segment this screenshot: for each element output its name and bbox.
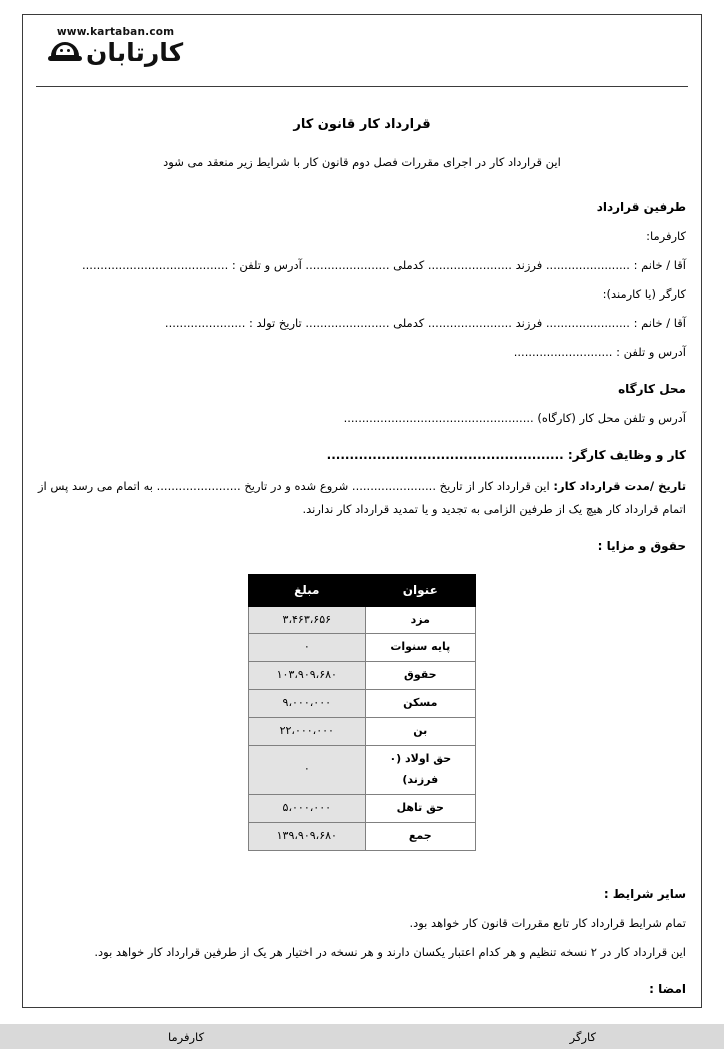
signature-row bbox=[38, 1027, 686, 1049]
row-label: مزد bbox=[365, 606, 475, 634]
employee-fields: آقا / خانم : ....................... فرزند ....................... کدملی ....................... تاریخ تولد : ...................... bbox=[164, 315, 686, 330]
brand-lockup bbox=[48, 39, 183, 65]
salary-table bbox=[248, 574, 476, 851]
duration-label: تاریخ /مدت قرارداد کار: bbox=[553, 478, 687, 493]
row-value: ۰ bbox=[249, 634, 366, 662]
brand-url: www.kartaban.com bbox=[56, 26, 175, 38]
other-terms-line-1: تمام شرایط قرارداد کار تابع مقررات قانون کار خواهد بود. bbox=[409, 916, 686, 931]
table-row bbox=[249, 606, 476, 634]
document-body bbox=[36, 87, 688, 1049]
row-value: ۰ bbox=[249, 746, 366, 795]
employee-label: کارگر (یا کارمند): bbox=[602, 287, 686, 302]
duties-label: کار و وظایف کارگر: bbox=[567, 448, 686, 463]
table-row bbox=[249, 662, 476, 690]
employee-address-field: آدرس و تلفن : ........................... bbox=[513, 344, 686, 359]
section-other-terms-heading: سایر شرایط : bbox=[603, 886, 686, 901]
signature-employer-label: کارفرما bbox=[168, 1029, 205, 1044]
row-value: ۳،۴۶۳،۶۵۶ bbox=[249, 606, 366, 634]
document-content bbox=[36, 24, 688, 1049]
row-value: ۵،۰۰۰،۰۰۰ bbox=[249, 794, 366, 822]
table-header-row bbox=[249, 574, 476, 606]
section-salary-heading: حقوق و مزایا : bbox=[597, 538, 686, 553]
row-label: حق تاهل bbox=[365, 794, 475, 822]
row-label: بن bbox=[365, 718, 475, 746]
section-signature-heading: امضا : bbox=[649, 982, 686, 997]
employer-fields: آقا / خانم : ....................... فرزند ....................... کدملی ....................... آدرس و تلفن : ........................................ bbox=[82, 258, 686, 273]
row-label: مسکن bbox=[365, 690, 475, 718]
row-value: ۹،۰۰۰،۰۰۰ bbox=[249, 690, 366, 718]
brand-name: کارتابان bbox=[86, 37, 184, 67]
duration-text: این قرارداد کار از تاریخ ....................... شروع شده و در تاریخ ....................... به اتمام می رسد پس از اتمام قرارداد کار هیچ یک از طرفین الزامی به تجدید و یا تمدید قرارداد کار ندارند. bbox=[38, 478, 686, 516]
row-label: جمع bbox=[365, 822, 475, 850]
row-label: پایه سنوات bbox=[365, 634, 475, 662]
other-terms-line-2: این قرارداد کار در ۲ نسخه تنظیم و هر کدام اعتبار یکسان دارند و هر نسخه در اختیار هر یک از طرفین قرارداد کار خواهد بود. bbox=[94, 945, 686, 960]
contract-duration bbox=[38, 475, 686, 521]
table-row bbox=[249, 718, 476, 746]
workplace-address-field: آدرس و تلفن محل کار (کارگاه) .................................................... bbox=[343, 411, 686, 426]
document-header bbox=[36, 24, 688, 87]
section-workplace-heading: محل کارگاه bbox=[618, 381, 686, 396]
table-row bbox=[249, 634, 476, 662]
table-row bbox=[249, 822, 476, 850]
row-value: ۱۳۹،۹۰۹،۶۸۰ bbox=[249, 822, 366, 850]
signature-employee-label: کارگر bbox=[569, 1029, 596, 1044]
brand-logo bbox=[48, 26, 183, 65]
section-parties-heading: طرفین قرارداد bbox=[596, 199, 686, 214]
table-row bbox=[249, 746, 476, 795]
employer-label: کارفرما: bbox=[646, 229, 686, 244]
row-label: حقوق bbox=[365, 662, 475, 690]
document-intro: این قرارداد کار در اجرای مقررات فصل دوم قانون کار با شرایط زیر منعقد می شود bbox=[163, 154, 561, 169]
section-duties-heading bbox=[38, 444, 686, 467]
hardhat-icon bbox=[48, 39, 82, 65]
row-label: حق اولاد (۰ فرزند) bbox=[365, 746, 475, 795]
table-row bbox=[249, 690, 476, 718]
row-value: ۲۲،۰۰۰،۰۰۰ bbox=[249, 718, 366, 746]
column-header-amount: مبلغ bbox=[249, 574, 366, 606]
table-row bbox=[249, 794, 476, 822]
column-header-title: عنوان bbox=[365, 574, 475, 606]
page-title: قرارداد کار قانون کار bbox=[293, 117, 431, 132]
row-value: ۱۰۳،۹۰۹،۶۸۰ bbox=[249, 662, 366, 690]
duties-dots: .................................................... bbox=[326, 448, 564, 463]
